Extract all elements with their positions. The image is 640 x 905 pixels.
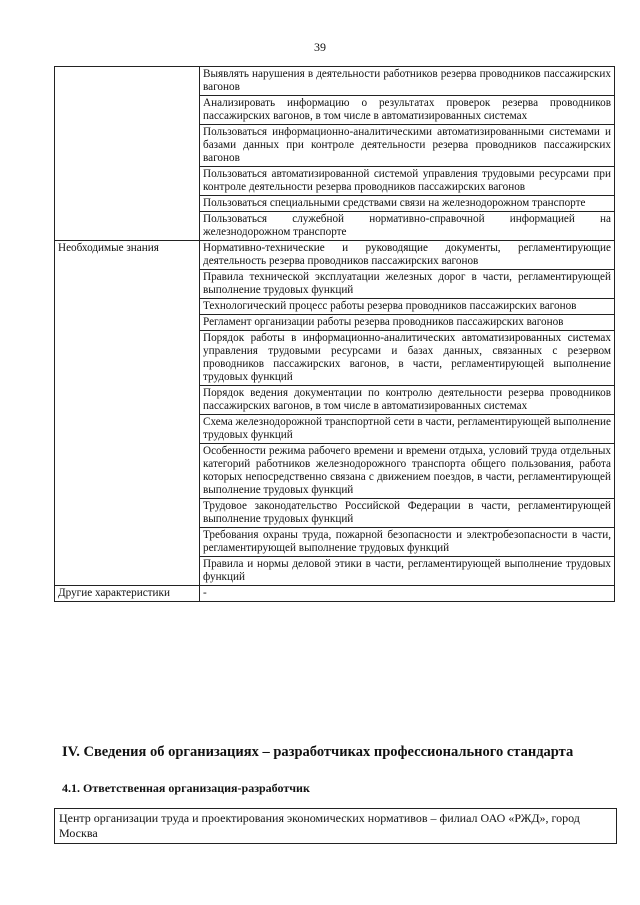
row-text: Правила и нормы деловой этики в части, регламентирующей выполнение трудовых функций xyxy=(200,557,615,586)
skills-row xyxy=(55,67,615,96)
row-text: Анализировать информацию о результатах проверок резерва проводников пассажирских вагонов, в том числе в автоматизированных системах xyxy=(200,96,615,125)
organization-box: Центр организации труда и проектирования экономических нормативов – филиал ОАО «РЖД», город Москва xyxy=(54,808,617,844)
other-characteristics-row xyxy=(55,586,615,602)
row-text: Трудовое законодательство Российской Федерации в части, регламентирующей выполнение трудовых функций xyxy=(200,499,615,528)
page-number: 39 xyxy=(314,40,326,54)
row-label: Другие характеристики xyxy=(55,586,200,602)
row-text: Пользоваться служебной нормативно-справочной информацией на железнодорожном транспорте xyxy=(200,212,615,241)
row-text: Пользоваться автоматизированной системой управления трудовыми ресурсами при контроле деятельности резерва проводников пассажирских вагонов xyxy=(200,167,615,196)
row-text: Порядок ведения документации по контролю деятельности резерва проводников пассажирских вагонов, в том числе в автоматизированных системах xyxy=(200,386,615,415)
row-text: Нормативно-технические и руководящие документы, регламентирующие деятельность резерва проводников пассажирских вагонов xyxy=(200,241,615,270)
knowledge-row xyxy=(55,241,615,270)
row-text: - xyxy=(200,586,615,602)
row-label: Необходимые знания xyxy=(55,241,200,586)
row-text: Требования охраны труда, пожарной безопасности и электробезопасности в части, регламентирующей выполнение трудовых функций xyxy=(200,528,615,557)
row-text: Правила технической эксплуатации железных дорог в части, регламентирующей выполнение трудовых функций xyxy=(200,270,615,299)
row-text: Порядок работы в информационно-аналитических автоматизированных системах управления трудовыми ресурсами и базах данных, связанных с резервом проводников пассажирских вагонов, в части, регламентирующей выполнение трудовых функций xyxy=(200,331,615,386)
section-heading: IV. Сведения об организациях – разработчиках профессионального стандарта xyxy=(62,744,574,760)
row-label xyxy=(55,67,200,241)
row-text: Пользоваться информационно-аналитическими автоматизированными системами и базами данных при контроле деятельности резерва проводников пассажирских вагонов xyxy=(200,125,615,167)
row-text: Пользоваться специальными средствами связи на железнодорожном транспорте xyxy=(200,196,615,212)
subsection-heading: 4.1. Ответственная организация-разработчик xyxy=(62,781,310,795)
row-text: Регламент организации работы резерва проводников пассажирских вагонов xyxy=(200,315,615,331)
row-text: Технологический процесс работы резерва проводников пассажирских вагонов xyxy=(200,299,615,315)
row-text: Схема железнодорожной транспортной сети в части, регламентирующей выполнение трудовых функций xyxy=(200,415,615,444)
row-text: Выявлять нарушения в деятельности работников резерва проводников пассажирских вагонов xyxy=(200,67,615,96)
requirements-table xyxy=(54,66,615,602)
row-text: Особенности режима рабочего времени и времени отдыха, условий труда отдельных категорий работников железнодорожного транспорта общего пользования, работа которых непосредственно связана с движением поездов, в части, регламентирующей выполнение трудовых функций xyxy=(200,444,615,499)
